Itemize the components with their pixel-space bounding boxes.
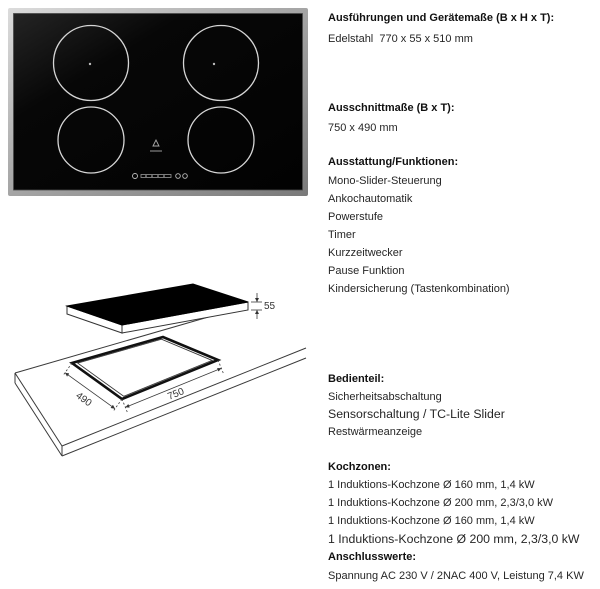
zone-item: 1 Induktions-Kochzone Ø 160 mm, 1,4 kW bbox=[328, 515, 535, 527]
countertop-left-edge bbox=[15, 373, 62, 446]
control-item: Restwärmeanzeige bbox=[328, 426, 423, 438]
feature-item: Pause Funktion bbox=[328, 265, 405, 277]
control-item: Sensorschaltung / TC-Lite Slider bbox=[328, 407, 505, 421]
zone-item: 1 Induktions-Kochzone Ø 200 mm, 2,3/3,0 kW bbox=[328, 532, 580, 546]
feature-item: Kurzzeitwecker bbox=[328, 247, 403, 259]
feature-item: Mono-Slider-Steuerung bbox=[328, 175, 442, 187]
power-heading: Anschlusswerte: bbox=[328, 551, 417, 563]
zone-item: 1 Induktions-Kochzone Ø 160 mm, 1,4 kW bbox=[328, 479, 535, 491]
cutout-heading: Ausschnittmaße (B x T): bbox=[328, 102, 455, 114]
installation-drawing bbox=[15, 284, 306, 456]
cutout-opening bbox=[72, 337, 218, 399]
dimension-cutout-depth bbox=[63, 363, 122, 412]
cutout-value: 750 x 490 mm bbox=[328, 122, 398, 134]
feature-item: Timer bbox=[328, 229, 356, 241]
glass-ceramic-surface bbox=[14, 14, 303, 191]
feature-item: Powerstufe bbox=[328, 211, 384, 223]
hob-height-label: 55 bbox=[264, 301, 276, 313]
feature-item: Ankochautomatik bbox=[328, 193, 413, 205]
spec-column bbox=[328, 0, 598, 589]
power-value: Spannung AC 230 V / 2NAC 400 V, Leistung 7,4 KW bbox=[328, 570, 584, 582]
feature-item: Kindersicherung (Tastenkombination) bbox=[328, 283, 510, 295]
zones-heading: Kochzonen: bbox=[328, 461, 391, 473]
controls-heading: Bedienteil: bbox=[328, 373, 385, 385]
zone-item: 1 Induktions-Kochzone Ø 200 mm, 2,3/3,0 kW bbox=[328, 497, 554, 509]
control-item: Sicherheitsabschaltung bbox=[328, 391, 442, 403]
dimensions-value: Edelstahl 770 x 55 x 510 mm bbox=[328, 33, 473, 45]
dimension-cutout-width bbox=[122, 360, 224, 413]
features-heading: Ausstattung/Funktionen: bbox=[328, 156, 459, 168]
product-figures bbox=[0, 0, 312, 470]
cutout-depth-label: 490 bbox=[73, 390, 94, 410]
cutout-width-label: 750 bbox=[166, 386, 186, 403]
dimension-hob-height bbox=[251, 293, 276, 319]
hob-photo bbox=[8, 8, 308, 196]
zone-center-mark-icon bbox=[89, 63, 91, 65]
zone-center-mark-icon bbox=[213, 63, 215, 65]
hob-drawing bbox=[67, 284, 248, 333]
dimensions-heading: Ausführungen und Gerätemaße (B x H x T): bbox=[328, 12, 555, 24]
